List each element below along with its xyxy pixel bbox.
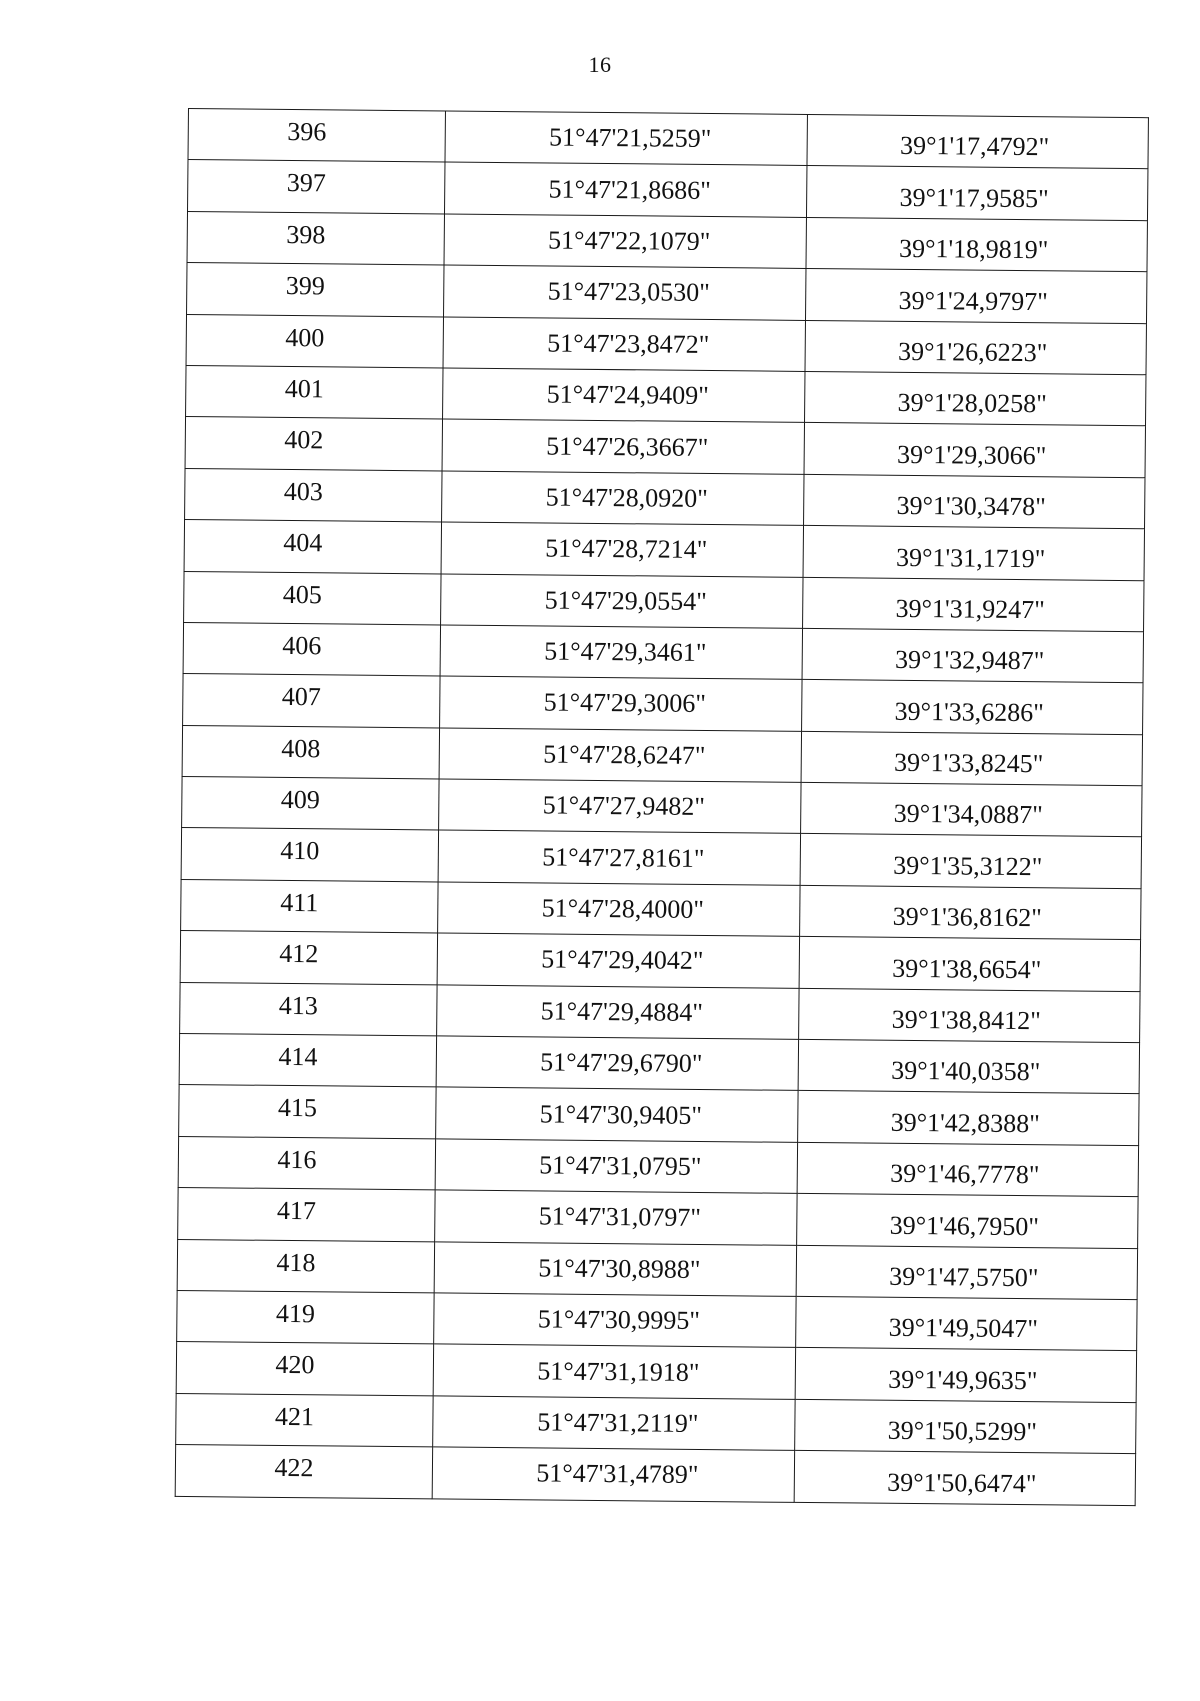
latitude-cell: 51°47'27,9482" (439, 779, 801, 834)
table-row (179, 1085, 1139, 1146)
table-row (186, 365, 1146, 426)
table-row (182, 777, 1142, 838)
point-number-cell: 421 (176, 1393, 433, 1447)
coordinates-table-body (175, 109, 1148, 1506)
longitude-cell: 39°1'28,0258" (805, 371, 1146, 426)
table-row (180, 931, 1140, 992)
longitude-cell: 39°1'42,8388" (798, 1091, 1139, 1146)
longitude-cell: 39°1'47,5750" (796, 1245, 1137, 1300)
point-number-cell: 418 (177, 1239, 434, 1293)
longitude-cell: 39°1'38,6654" (799, 937, 1140, 992)
latitude-cell: 51°47'31,4789" (432, 1447, 794, 1502)
latitude-cell: 51°47'22,1079" (444, 214, 806, 269)
latitude-cell: 51°47'30,9995" (434, 1293, 796, 1348)
table-row (176, 1342, 1136, 1403)
latitude-cell: 51°47'31,0797" (435, 1190, 797, 1245)
point-number-cell: 408 (182, 725, 439, 779)
point-number-cell: 407 (183, 674, 440, 728)
latitude-cell: 51°47'28,4000" (438, 882, 800, 937)
longitude-cell: 39°1'33,6286" (802, 680, 1143, 735)
point-number-cell: 401 (186, 365, 443, 419)
longitude-cell: 39°1'26,6223" (805, 320, 1146, 375)
table-row (181, 828, 1141, 889)
table-row (188, 109, 1148, 170)
point-number-cell: 397 (188, 160, 445, 214)
longitude-cell: 39°1'31,1719" (803, 526, 1144, 581)
point-number-cell: 404 (184, 520, 441, 574)
table-row (179, 1033, 1139, 1094)
point-number-cell: 409 (182, 777, 439, 831)
latitude-cell: 51°47'23,8472" (443, 317, 805, 372)
table-row (176, 1393, 1136, 1454)
longitude-cell: 39°1'31,9247" (803, 577, 1144, 632)
longitude-cell: 39°1'46,7950" (797, 1194, 1138, 1249)
point-number-cell: 416 (178, 1136, 435, 1190)
longitude-cell: 39°1'33,8245" (801, 731, 1142, 786)
point-number-cell: 398 (187, 211, 444, 265)
latitude-cell: 51°47'28,0920" (442, 471, 804, 526)
longitude-cell: 39°1'46,7778" (797, 1142, 1138, 1197)
latitude-cell: 51°47'29,3006" (440, 676, 802, 731)
latitude-cell: 51°47'21,8686" (444, 162, 806, 217)
latitude-cell: 51°47'27,8161" (438, 830, 800, 885)
page-number: 16 (588, 52, 612, 77)
longitude-cell: 39°1'32,9487" (802, 628, 1143, 683)
coordinates-table (175, 108, 1149, 1506)
point-number-cell: 402 (185, 417, 442, 471)
point-number-cell: 411 (181, 879, 438, 933)
table-row (186, 314, 1146, 375)
point-number-cell: 405 (184, 571, 441, 625)
longitude-cell: 39°1'35,3122" (800, 834, 1141, 889)
longitude-cell: 39°1'18,9819" (806, 217, 1147, 272)
longitude-cell: 39°1'50,6474" (794, 1451, 1135, 1506)
table-row (184, 571, 1144, 632)
table-row (182, 725, 1142, 786)
latitude-cell: 51°47'21,5259" (445, 111, 807, 166)
point-number-cell: 415 (179, 1085, 436, 1139)
table-row (177, 1290, 1137, 1351)
latitude-cell: 51°47'29,6790" (436, 1036, 798, 1091)
latitude-cell: 51°47'30,9405" (436, 1087, 798, 1142)
point-number-cell: 410 (181, 828, 438, 882)
latitude-cell: 51°47'30,8988" (434, 1242, 796, 1297)
longitude-cell: 39°1'24,9797" (805, 269, 1146, 324)
latitude-cell: 51°47'31,1918" (433, 1344, 795, 1399)
point-number-cell: 412 (180, 931, 437, 985)
latitude-cell: 51°47'29,3461" (440, 625, 802, 680)
latitude-cell: 51°47'28,6247" (439, 728, 801, 783)
table-row (185, 417, 1145, 478)
table-row (178, 1188, 1138, 1249)
point-number-cell: 400 (186, 314, 443, 368)
longitude-cell: 39°1'29,3066" (804, 423, 1145, 478)
point-number-cell: 396 (188, 109, 445, 163)
table-row (184, 520, 1144, 581)
longitude-cell: 39°1'17,4792" (807, 114, 1148, 169)
coordinates-table-container (175, 108, 1148, 1506)
longitude-cell: 39°1'30,3478" (804, 474, 1145, 529)
table-row (175, 1445, 1135, 1506)
point-number-cell: 399 (187, 263, 444, 317)
latitude-cell: 51°47'26,3667" (442, 419, 804, 474)
table-row (187, 211, 1147, 272)
point-number-cell: 417 (178, 1188, 435, 1242)
longitude-cell: 39°1'49,9635" (795, 1348, 1136, 1403)
latitude-cell: 51°47'29,0554" (441, 573, 803, 628)
point-number-cell: 420 (176, 1342, 433, 1396)
table-row (188, 160, 1148, 221)
point-number-cell: 419 (177, 1290, 434, 1344)
latitude-cell: 51°47'29,4042" (437, 933, 799, 988)
latitude-cell: 51°47'23,0530" (444, 265, 806, 320)
latitude-cell: 51°47'28,7214" (441, 522, 803, 577)
table-row (183, 622, 1143, 683)
latitude-cell: 51°47'29,4884" (437, 985, 799, 1040)
longitude-cell: 39°1'38,8412" (799, 988, 1140, 1043)
table-row (177, 1239, 1137, 1300)
point-number-cell: 406 (183, 622, 440, 676)
table-row (180, 982, 1140, 1043)
table-row (187, 263, 1147, 324)
latitude-cell: 51°47'31,0795" (435, 1139, 797, 1194)
longitude-cell: 39°1'34,0887" (801, 782, 1142, 837)
longitude-cell: 39°1'17,9585" (806, 166, 1147, 221)
point-number-cell: 403 (185, 468, 442, 522)
point-number-cell: 414 (179, 1033, 436, 1087)
table-row (183, 674, 1143, 735)
latitude-cell: 51°47'24,9409" (443, 368, 805, 423)
table-row (178, 1136, 1138, 1197)
longitude-cell: 39°1'40,0358" (798, 1039, 1139, 1094)
longitude-cell: 39°1'36,8162" (800, 885, 1141, 940)
table-row (185, 468, 1145, 529)
point-number-cell: 422 (175, 1445, 432, 1499)
latitude-cell: 51°47'31,2119" (433, 1396, 795, 1451)
longitude-cell: 39°1'49,5047" (796, 1296, 1137, 1351)
longitude-cell: 39°1'50,5299" (795, 1399, 1136, 1454)
point-number-cell: 413 (180, 982, 437, 1036)
table-row (181, 879, 1141, 940)
